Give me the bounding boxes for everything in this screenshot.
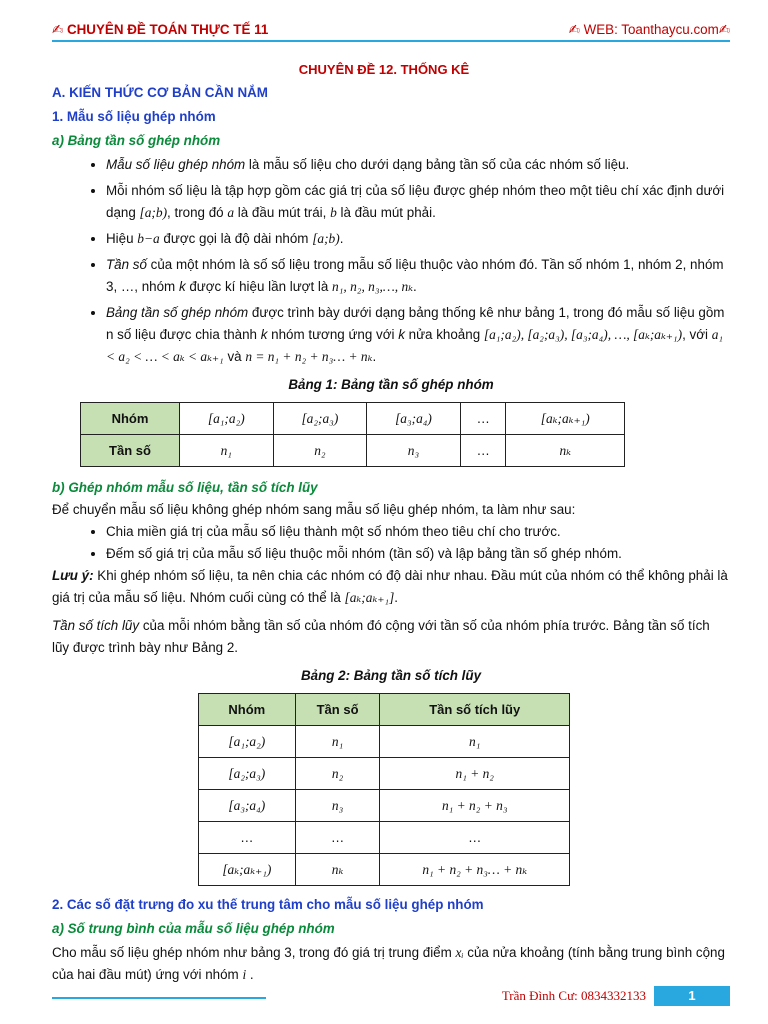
subsection-b-heading: b) Ghép nhóm mẫu số liệu, tần số tích lũy bbox=[52, 480, 318, 495]
table-cell: … bbox=[460, 435, 506, 467]
table-cell: [a₂;a₃) bbox=[273, 403, 367, 435]
math-expr: [a;b) bbox=[139, 205, 168, 220]
section-a-heading: A. KIẾN THỨC CƠ BẢN CẦN NẮM bbox=[52, 85, 268, 100]
table-cell: [a₂;a₃) bbox=[199, 758, 296, 790]
table-header: Tần số tích lũy bbox=[380, 694, 570, 726]
table-cell: n₂ bbox=[273, 435, 367, 467]
table-cell: [a₁;a₂) bbox=[180, 403, 274, 435]
table-cell: [aₖ;aₖ₊₁) bbox=[506, 403, 625, 435]
table-row bbox=[199, 694, 570, 726]
table-row bbox=[81, 403, 625, 435]
table2-caption: Bảng 2: Bảng tần số tích lũy bbox=[300, 668, 482, 683]
table-cell: [a₁;a₂) bbox=[199, 726, 296, 758]
list-item: • Đếm số giá trị của mẫu số liệu thuộc mỗi nhóm (tần số) và lập bảng tần số ghép nhóm. bbox=[106, 543, 730, 565]
list-item: • Chia miền giá trị của mẫu số liệu thành một số nhóm theo tiêu chí cho trước. bbox=[106, 521, 730, 543]
table-cell: [a₃;a₄) bbox=[199, 790, 296, 822]
paragraph: Để chuyển mẫu số liệu không ghép nhóm sang mẫu số liệu ghép nhóm, ta làm như sau: bbox=[52, 502, 576, 517]
document-body bbox=[52, 82, 730, 986]
table-cell: [aₖ;aₖ₊₁) bbox=[199, 854, 296, 886]
table-cell: nₖ bbox=[506, 435, 625, 467]
footer-divider bbox=[52, 997, 266, 999]
list-item: • Mỗi nhóm số liệu là tập hợp gồm các giá trị của số liệu được ghép nhóm theo một tiêu chí xác định dưới dạng [a;b), trong đó a là đầu mút trái, b là đầu mút phải. bbox=[106, 180, 730, 224]
table-cell: n₁ bbox=[380, 726, 570, 758]
table-cell: … bbox=[199, 822, 296, 854]
bullet-list-a bbox=[52, 154, 730, 368]
table-cell: n₁ bbox=[180, 435, 274, 467]
table1-caption: Bảng 1: Bảng tần số ghép nhóm bbox=[288, 377, 494, 392]
table-cell: n₃ bbox=[295, 790, 380, 822]
cumulative-paragraph: Tần số tích lũy của mỗi nhóm bằng tần số của nhóm đó cộng với tần số của nhóm phía trước. Bảng tần số tích lũy được trình bày như Bảng 2. bbox=[52, 618, 710, 655]
table-header: Nhóm bbox=[199, 694, 296, 726]
table-row bbox=[199, 726, 570, 758]
table-cell: n₁ bbox=[295, 726, 380, 758]
cumulative-table bbox=[198, 693, 570, 886]
header-website[interactable]: ✍ WEB: Toanthaycu.com✍ bbox=[568, 22, 730, 37]
subsection-2a-heading: a) Số trung bình của mẫu số liệu ghép nhóm bbox=[52, 921, 335, 936]
note-paragraph: Lưu ý: Khi ghép nhóm số liệu, ta nên chia các nhóm có độ dài như nhau. Đầu mút của nhóm có thể không phải là giá trị của mẫu số liệu. Nhóm cuối cùng có thể là [aₖ;aₖ₊₁]. bbox=[52, 568, 728, 605]
table-cell: n₃ bbox=[367, 435, 461, 467]
table-row bbox=[199, 822, 570, 854]
document-title: CHUYÊN ĐỀ 12. THỐNG KÊ bbox=[298, 62, 470, 77]
header-divider bbox=[52, 40, 730, 42]
table-cell: … bbox=[295, 822, 380, 854]
table-cell: n₁ + n₂ + n₃… + nₖ bbox=[380, 854, 570, 886]
table-header: Nhóm bbox=[81, 403, 180, 435]
section-2-heading: 2. Các số đặt trưng đo xu thế trung tâm cho mẫu số liệu ghép nhóm bbox=[52, 897, 484, 912]
table-cell: … bbox=[460, 403, 506, 435]
table-cell: … bbox=[380, 822, 570, 854]
list-item: • Hiệu b−a được gọi là độ dài nhóm [a;b). bbox=[106, 228, 730, 250]
table-row bbox=[199, 758, 570, 790]
paragraph: Cho mẫu số liệu ghép nhóm như bảng 3, trong đó giá trị trung điểm xᵢ của nửa khoảng (tính bằng trung bình cộng của hai đầu mút) ứng với nhóm i . bbox=[52, 945, 725, 982]
list-item: • Bảng tần số ghép nhóm được trình bày dưới dạng bảng thống kê như bảng 1, trong đó mẫu số liệu gồm n số liệu được chia thành k nhóm tương ứng với k nửa khoảng [a₁;a₂), [a₂;a₃), [a₃;a₄), …, [aₖ;aₖ₊₁), với a₁ < a₂ < … < aₖ < aₖ₊₁ và n = n₁ + n₂ + n₃… + nₖ. bbox=[106, 302, 730, 368]
bullet-list-b bbox=[52, 521, 730, 565]
header-title: ✍ CHUYÊN ĐỀ TOÁN THỰC TẾ 11 bbox=[52, 22, 269, 37]
table-header: Tần số bbox=[81, 435, 180, 467]
frequency-table bbox=[80, 402, 625, 467]
table-row bbox=[199, 790, 570, 822]
table-cell: nₖ bbox=[295, 854, 380, 886]
table-row bbox=[199, 854, 570, 886]
list-item: • Tần số của một nhóm là số số liệu trong mẫu số liệu thuộc vào nhóm đó. Tần số nhóm 1, nhóm 2, nhóm 3, …, nhóm k được kí hiệu lần lượt là n₁, n₂, n₃,…, nₖ. bbox=[106, 254, 730, 298]
list-item: • Mẫu số liệu ghép nhóm là mẫu số liệu cho dưới dạng bảng tần số của các nhóm số liệu. bbox=[106, 154, 730, 176]
table-cell: n₂ bbox=[295, 758, 380, 790]
table-cell: n₁ + n₂ + n₃ bbox=[380, 790, 570, 822]
footer-author: Trần Đình Cư: 0834332133 bbox=[501, 988, 646, 1003]
table-cell: n₁ + n₂ bbox=[380, 758, 570, 790]
page-number: 1 bbox=[654, 986, 730, 1006]
table-row bbox=[81, 435, 625, 467]
section-1-heading: 1. Mẫu số liệu ghép nhóm bbox=[52, 109, 216, 124]
table-header: Tần số bbox=[295, 694, 380, 726]
table-cell: [a₃;a₄) bbox=[367, 403, 461, 435]
subsection-a-heading: a) Bảng tần số ghép nhóm bbox=[52, 133, 221, 148]
